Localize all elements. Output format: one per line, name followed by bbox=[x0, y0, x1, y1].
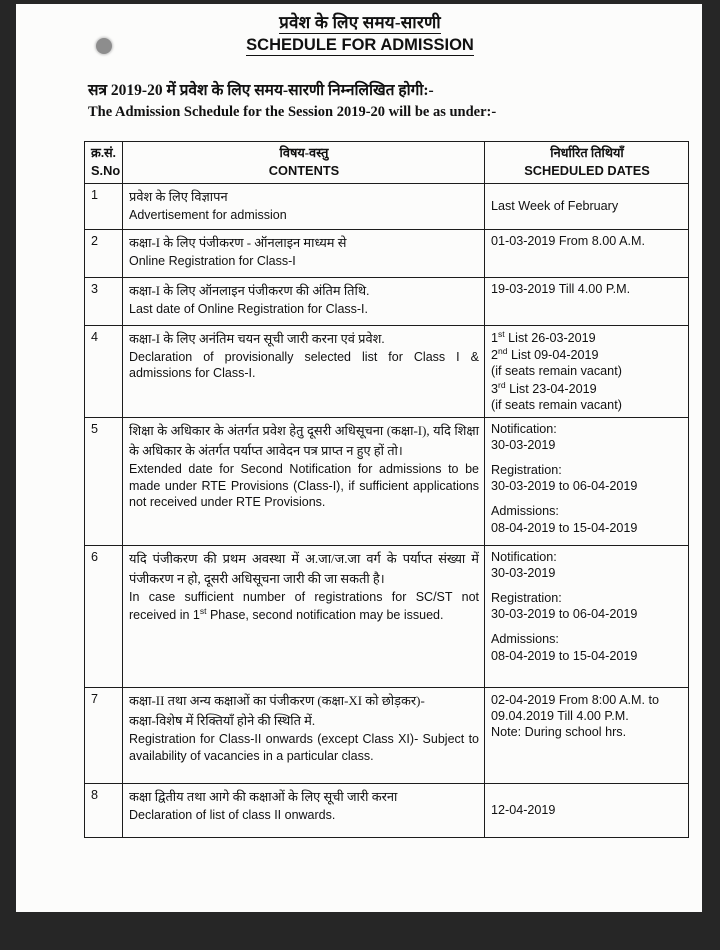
row-contents-hindi-line-2: कक्षा-विशेष में रिक्तियाँ होने की स्थिति में. bbox=[129, 714, 316, 728]
row-dates bbox=[485, 784, 689, 838]
row-contents-english: Advertisement for admission bbox=[129, 207, 287, 222]
row-date-line: Last Week of February bbox=[491, 198, 619, 213]
table-row bbox=[85, 229, 689, 277]
scan-edge-right bbox=[702, 0, 720, 950]
row-contents-hindi: कक्षा-I के लिए अनंतिम चयन सूची जारी करना एवं प्रवेश. bbox=[129, 331, 385, 346]
date-spacer bbox=[491, 453, 683, 462]
row-contents bbox=[123, 546, 485, 688]
ordinal-suffix: st bbox=[199, 605, 207, 616]
scan-edge-bottom bbox=[0, 912, 720, 950]
column-header-sno bbox=[85, 142, 123, 184]
table-row bbox=[85, 546, 689, 688]
ordinal-suffix: st bbox=[498, 328, 505, 339]
row-contents-english: Last date of Online Registration for Class-I. bbox=[129, 301, 369, 316]
row-contents-hindi: कक्षा द्वितीय तथा आगे की कक्षाओं के लिए सूची जारी करना bbox=[129, 790, 398, 804]
row-contents-hindi: कक्षा-I के लिए ऑनलाइन पंजीकरण की अंतिम तिथि. bbox=[129, 283, 370, 298]
row-sno: 6 bbox=[85, 546, 123, 688]
row-date-line: 30-03-2019 bbox=[491, 438, 556, 453]
row-date-line: 02-04-2019 From 8:00 A.M. to bbox=[491, 693, 660, 707]
column-header-sno-hindi: क्र.सं. bbox=[91, 146, 116, 160]
row-sno: 4 bbox=[85, 325, 123, 417]
row-contents-english: Online Registration for Class-I bbox=[129, 253, 296, 268]
row-contents-english-pre: In case sufficient number of registrations for SC/ST not received in 1 bbox=[129, 590, 479, 622]
row-dates-overflow bbox=[491, 692, 659, 740]
row-contents bbox=[123, 229, 485, 277]
admission-schedule-table bbox=[84, 141, 689, 838]
row-sno: 1 bbox=[85, 183, 123, 229]
column-header-dates bbox=[485, 142, 689, 184]
row-contents bbox=[123, 183, 485, 229]
row-contents-english: Extended date for Second Notification for admissions to be made under RTE Provisions (Class-I), if sufficient applications not received under RTE Provisions. bbox=[129, 462, 479, 509]
row-contents bbox=[123, 784, 485, 838]
row-sno: 5 bbox=[85, 418, 123, 546]
row-dates bbox=[485, 183, 689, 229]
row-contents-english: Declaration of list of class II onwards. bbox=[129, 808, 336, 822]
table-header bbox=[85, 142, 689, 184]
row-contents bbox=[123, 277, 485, 325]
row-dates bbox=[485, 229, 689, 277]
row-date-note: (if seats remain vacant) bbox=[491, 364, 622, 379]
row-contents-english: Registration for Class-II onwards (except Class XI)- Subject to availability of vacancies in a particular class. bbox=[129, 732, 479, 763]
table-row bbox=[85, 183, 689, 229]
document-title-hindi-text: प्रवेश के लिए समय-सारणी bbox=[279, 13, 441, 32]
row-date-line: Registration: bbox=[491, 591, 562, 606]
row-date-line: 30-03-2019 bbox=[491, 566, 556, 581]
date-spacer bbox=[491, 622, 683, 631]
row-date-line bbox=[491, 348, 599, 362]
row-contents-hindi: कक्षा-I के लिए पंजीकरण - ऑनलाइन माध्यम से bbox=[129, 235, 347, 250]
row-date-note: (if seats remain vacant) bbox=[491, 397, 622, 412]
table-body bbox=[85, 183, 689, 837]
column-header-sno-english: S.No bbox=[91, 162, 121, 178]
list-date: List 09-04-2019 bbox=[507, 348, 599, 363]
row-date-line: 08-04-2019 to 15-04-2019 bbox=[491, 648, 638, 663]
row-dates bbox=[485, 277, 689, 325]
ordinal-suffix: rd bbox=[498, 379, 506, 390]
table-row bbox=[85, 325, 689, 417]
row-date-line: Admissions: bbox=[491, 632, 559, 647]
document-title-english-text: SCHEDULE FOR ADMISSION bbox=[246, 36, 474, 54]
column-header-contents-hindi: विषय-वस्तु bbox=[279, 146, 329, 160]
row-contents bbox=[123, 418, 485, 546]
row-date-line: Notification: bbox=[491, 550, 557, 564]
column-header-dates-english: SCHEDULED DATES bbox=[524, 162, 650, 178]
subtitle-hindi: सत्र 2019-20 में प्रवेश के लिए समय-सारणी निम्नलिखित होगी:- bbox=[88, 82, 434, 99]
row-sno: 2 bbox=[85, 229, 123, 277]
row-date-line: 08-04-2019 to 15-04-2019 bbox=[491, 520, 638, 535]
list-number: 3 bbox=[491, 381, 499, 396]
row-contents bbox=[123, 688, 485, 784]
row-date-line: 01-03-2019 From 8.00 A.M. bbox=[491, 233, 646, 248]
row-date-line: Registration: bbox=[491, 463, 562, 478]
subtitle-english: The Admission Schedule for the Session 2019-20 will be as under:- bbox=[88, 104, 497, 120]
row-sno: 8 bbox=[85, 784, 123, 838]
row-dates bbox=[485, 688, 689, 784]
row-contents-hindi: शिक्षा के अधिकार के अंतर्गत प्रवेश हेतु दूसरी अधिसूचना (कक्षा-I), यदि शिक्षा के अधिकार के अंतर्गत पर्याप्त आवेदन पत्र प्राप्त न हुए हों तो। bbox=[129, 424, 479, 458]
row-date-line: 09.04.2019 Till 4.00 P.M. bbox=[491, 709, 629, 724]
table-row bbox=[85, 784, 689, 838]
list-date: List 23-04-2019 bbox=[505, 381, 597, 396]
table-row bbox=[85, 277, 689, 325]
row-contents-english-post: Phase, second notification may be issued. bbox=[206, 607, 444, 622]
table-row bbox=[85, 688, 689, 784]
row-dates bbox=[485, 546, 689, 688]
row-contents bbox=[123, 325, 485, 417]
date-spacer bbox=[491, 581, 683, 590]
row-sno: 7 bbox=[85, 688, 123, 784]
row-contents-hindi-line-1: कक्षा-II तथा अन्य कक्षाओं का पंजीकरण (कक्षा-XI को छोड़कर)- bbox=[129, 694, 425, 708]
column-header-contents-english: CONTENTS bbox=[268, 162, 340, 178]
column-header-dates-hindi: निर्धारित तिथियाँ bbox=[550, 146, 624, 160]
row-date-line: 30-03-2019 to 06-04-2019 bbox=[491, 607, 638, 622]
row-contents-english: Declaration of provisionally selected list for Class I & admissions for Class-I. bbox=[129, 349, 479, 381]
row-date-line: 30-03-2019 to 06-04-2019 bbox=[491, 479, 638, 494]
table-row bbox=[85, 418, 689, 546]
scan-edge-left bbox=[0, 0, 16, 950]
row-contents-hindi: यदि पंजीकरण की प्रथम अवस्था में अ.जा/ज.जा वर्ग के पर्याप्त संख्या में पंजीकरण न हो, दूसरी अधिसूचना जारी की जा सकती है। bbox=[129, 552, 479, 586]
row-date-line: Notification: bbox=[491, 422, 557, 436]
list-number: 1 bbox=[491, 331, 499, 346]
list-date: List 26-03-2019 bbox=[504, 331, 596, 346]
document-title-hindi bbox=[0, 10, 720, 33]
list-number: 2 bbox=[491, 348, 499, 363]
row-date-note: Note: During school hrs. bbox=[491, 725, 627, 740]
date-spacer bbox=[491, 494, 683, 503]
row-dates bbox=[485, 418, 689, 546]
row-date-line bbox=[491, 328, 596, 346]
row-date-line bbox=[491, 379, 597, 396]
row-contents-english bbox=[129, 589, 479, 623]
column-header-contents bbox=[123, 142, 485, 184]
row-sno: 3 bbox=[85, 277, 123, 325]
row-date-line: 19-03-2019 Till 4.00 P.M. bbox=[491, 281, 631, 296]
row-date-line: 12-04-2019 bbox=[491, 802, 556, 817]
table-header-row bbox=[85, 142, 689, 184]
row-dates bbox=[485, 325, 689, 417]
document-title-english bbox=[0, 36, 720, 55]
row-contents-hindi: प्रवेश के लिए विज्ञापन bbox=[129, 189, 228, 204]
row-date-line: Admissions: bbox=[491, 504, 559, 519]
ordinal-suffix: nd bbox=[498, 346, 508, 357]
